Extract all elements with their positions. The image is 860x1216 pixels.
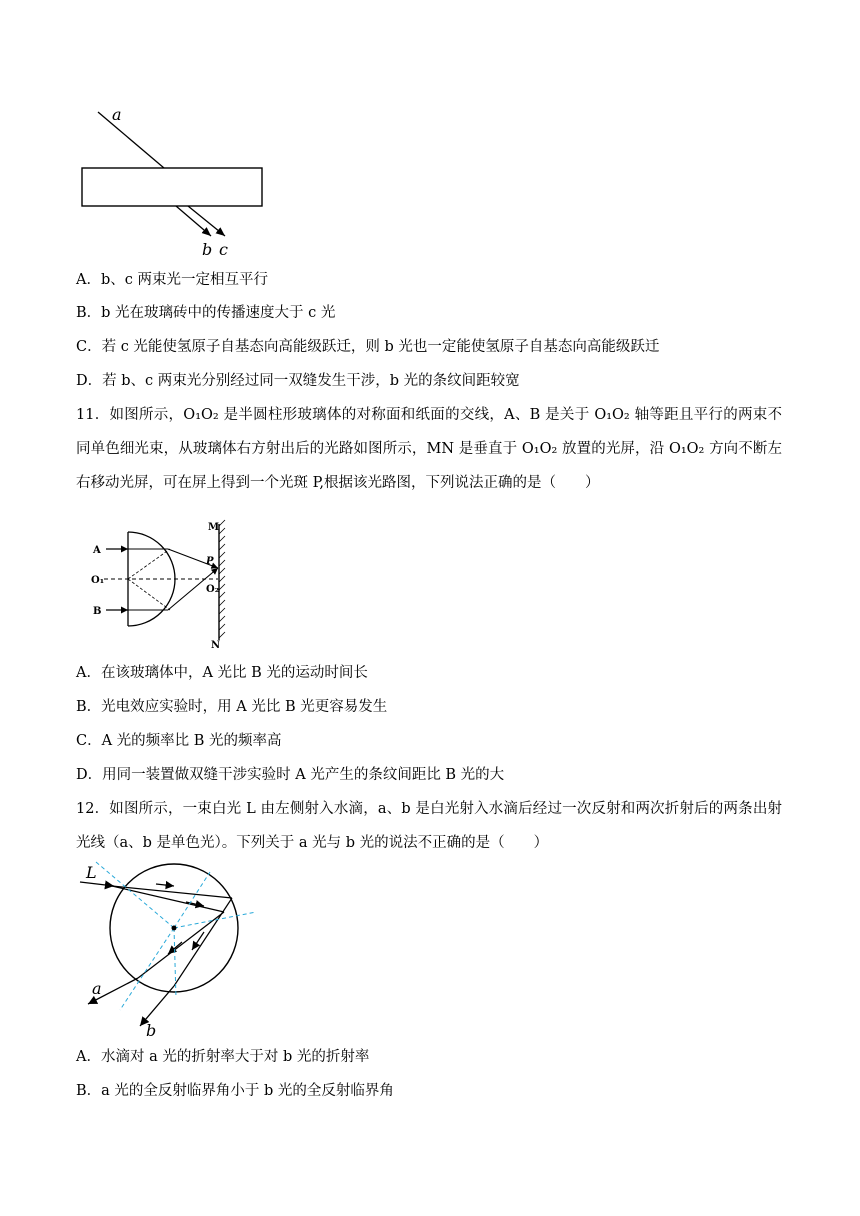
label-b: b — [202, 240, 213, 259]
incident-ray-a — [98, 112, 164, 168]
q11-option-c: C．A 光的频率比 B 光的频率高 — [76, 733, 282, 749]
label-A: A — [93, 545, 101, 556]
label-P: P — [206, 556, 214, 567]
q12-stem-text: 12．如图所示，一束白光 L 由左侧射入水滴，a、b 是白光射入水滴后经过一次反射和两次折射后的两条出射光线（a、b 是单色光）。下列关于 a 光与 b 光的说法不正确的是（ ） — [76, 801, 782, 851]
q11-stem — [76, 398, 782, 500]
q11-option-d: D．用同一装置做双缝干涉实验时 A 光产生的条纹间距比 B 光的大 — [76, 767, 505, 783]
label-N: N — [211, 640, 221, 650]
label-L: L — [86, 863, 97, 882]
q12-option-a: A．水滴对 a 光的折射率大于对 b 光的折射率 — [76, 1049, 370, 1065]
label-a-q12: a — [92, 979, 102, 998]
q10-option-c: C．若 c 光能使氢原子自基态向高能级跃迁，则 b 光也一定能使氢原子自基态向高能级跃迁 — [76, 339, 660, 355]
q10-option-a: A．b、c 两束光一定相互平行 — [76, 272, 268, 288]
label-O1: O₁ — [91, 575, 105, 586]
label-M: M — [208, 522, 220, 533]
label-c: c — [219, 240, 228, 259]
label-b-q12: b — [146, 1021, 157, 1038]
ray-L — [80, 882, 114, 886]
q10-option-d: D．若 b、c 两束光分别经过同一双缝发生干涉，b 光的条纹间距较宽 — [76, 373, 520, 389]
screen-hatching — [219, 520, 225, 638]
ray-b-out — [140, 986, 174, 1026]
label-O2: O₂ — [206, 584, 220, 595]
q12-stem — [76, 792, 782, 860]
label-B: B — [93, 606, 102, 617]
ray-inside-1 — [112, 886, 232, 898]
q11-option-b: B．光电效应实验时，用 A 光比 B 光更容易发生 — [76, 699, 388, 715]
figure-glass-slab — [76, 100, 276, 260]
q10-option-b: B．b 光在玻璃砖中的传播速度大于 c 光 — [76, 305, 336, 321]
figure-water-droplet — [76, 858, 276, 1038]
q11-option-a: A．在该玻璃体中，A 光比 B 光的运动时间长 — [76, 665, 368, 681]
label-a: a — [112, 105, 122, 124]
ray-reflect-1 — [174, 898, 232, 986]
q12-option-b: B．a 光的全反射临界角小于 b 光的全反射临界角 — [76, 1083, 394, 1099]
q11-stem-text: 11．如图所示，O₁O₂ 是半圆柱形玻璃体的对称面和纸面的交线，A、B 是关于 O₁O₂ 轴等距且平行的两束不同单色细光束，从玻璃体右方射出后的光路如图所示，MN 是垂直于 O₁O₂ 放置的光屏，沿 O₁O₂ 方向不断左右移动光屏，可在屏上得到一个光斑 P,根据该光路图，下列说法正确的是（ ） — [76, 407, 782, 491]
droplet-center — [172, 926, 177, 931]
ray-reflect-2 — [138, 912, 224, 978]
figure-semicylinder — [82, 518, 242, 650]
glass-slab — [82, 168, 262, 206]
